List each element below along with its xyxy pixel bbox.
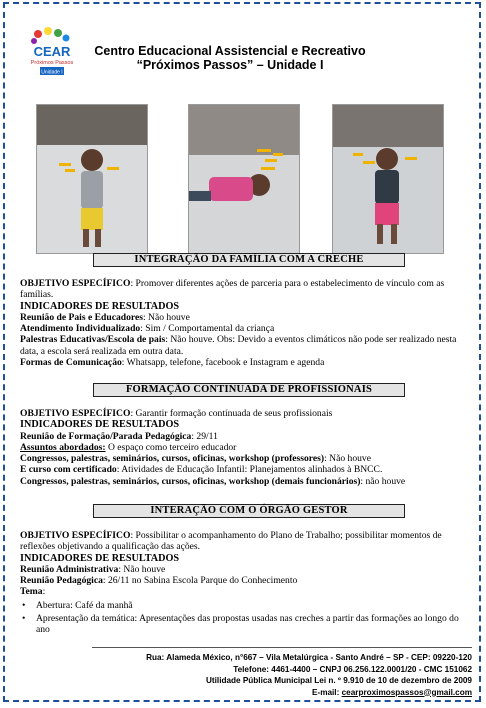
objetivo-text: : Garantir formação contínuada de seus profissionais <box>130 408 333 419</box>
footer-phone-cnpj: Telefone: 4461-4400 – CNPJ 06.256.122.0001/20 - CMC 151062 <box>233 664 472 674</box>
section-title-formacao: FORMAÇÃO CONTINUADA DE PROFISSIONAIS <box>93 383 405 397</box>
congressos-professores-label: Congressos, palestras, seminários, cursos, oficinas, workshop (professores) <box>20 453 325 465</box>
curso-certificado-label: E curso com certificado <box>20 464 117 476</box>
reuniao-formacao-value: : 29/11 <box>191 430 218 442</box>
footer <box>52 652 472 698</box>
svg-text:Unidade I: Unidade I <box>41 69 63 76</box>
objetivo-text: : Promover diferentes ações de parceria para o estabelecimento de vínculo com as famílias. <box>20 278 445 301</box>
indicadores-heading: INDICADORES DE RESULTADOS <box>20 552 180 564</box>
congressos-funcionarios-label: Congressos, palestras, seminários, cursos, oficinas, workshop (demais funcionários) <box>20 475 361 487</box>
indicadores-heading: INDICADORES DE RESULTADOS <box>20 300 180 312</box>
photo-child-2 <box>188 104 300 254</box>
palestras-label: Palestras Educativas/Escola de pais <box>20 334 166 346</box>
org-title-line1: Centro Educacional Assistencial e Recreativo <box>94 44 366 58</box>
assuntos-label: Assuntos abordados: <box>20 441 106 453</box>
objetivo-label: OBJETIVO ESPECÍFICO <box>20 278 131 289</box>
reuniao-pais-label: Reunião de Pais e Educadores <box>20 311 143 323</box>
assuntos-value: O espaço como terceiro educador <box>105 441 237 453</box>
footer-divider <box>92 647 472 648</box>
footer-email-row <box>52 687 472 699</box>
reuniao-pais-value: : Não houve <box>142 311 190 323</box>
section-title-familia: INTEGRAÇÃO DA FAMÍLIA COM A CRECHE <box>93 253 405 267</box>
congressos-funcionarios-value: : não houve <box>360 475 406 487</box>
photo-child-3 <box>332 104 444 254</box>
atendimento-value: : Sim / Comportamental da criança <box>140 323 275 335</box>
svg-text:Próximos Passos: Próximos Passos <box>30 60 74 66</box>
footer-utilidade-publica: Utilidade Pública Municipal Lei n. º 9.910 de 10 de dezembro de 2009 <box>206 676 472 685</box>
indicadores-heading: INDICADORES DE RESULTADOS <box>20 419 180 431</box>
atendimento-label: Atendimento Individualizado <box>20 323 141 335</box>
formas-comunicacao-value: : Whatsapp, telefone, facebook e Instagram e agenda <box>121 357 325 369</box>
palestras-value: : Não houve. Obs: Devido a eventos climáticos não pode ser realizado nesta data, a escola será realizada em outra data. <box>20 334 457 357</box>
footer-email-label: E-mail: <box>312 687 342 697</box>
congressos-professores-value: : Não houve <box>324 453 371 465</box>
org-title-line2: “Próximos Passos” – Unidade I <box>136 58 324 72</box>
reuniao-administrativa-label: Reunião Administrativa <box>20 563 119 575</box>
section-title-gestor: INTERAÇÃO COM O ÓRGÃO GESTOR <box>93 504 405 518</box>
section-familia-content <box>20 278 472 368</box>
reuniao-formacao-label: Reunião de Formação/Parada Pedagógica <box>20 430 192 442</box>
section-gestor-content <box>20 530 472 636</box>
objetivo-text: : Possibilitar o acompanhamento do Plano de Trabalho; possibilitar momentos de reflexões objetivando a qualificação das ações. <box>20 530 442 553</box>
objetivo-label: OBJETIVO ESPECÍFICO <box>20 408 131 419</box>
objetivo-label: OBJETIVO ESPECÍFICO <box>20 530 131 541</box>
tema-label: Tema <box>20 586 43 598</box>
curso-certificado-value: : Atividades de Educação Infantil: Planejamentos alinhados à BNCC. <box>116 464 383 476</box>
org-title <box>60 44 400 72</box>
formas-comunicacao-label: Formas de Comunicação <box>20 357 122 369</box>
list-item: • Abertura: Café da manhã <box>20 600 472 611</box>
photo-child-1 <box>36 104 148 254</box>
tema-list <box>20 600 472 636</box>
list-item: • Apresentação da temática: Apresentações das propostas usadas nas creches a partir das formações ao longo do ano <box>20 613 472 636</box>
footer-email-link[interactable]: cearproximospassos@gmail.com <box>341 687 472 697</box>
reuniao-pedagogica-value: : 26/11 no Sabina Escola Parque do Conhecimento <box>102 575 298 587</box>
section-formacao-content <box>20 408 472 487</box>
footer-address: Rua: Alameda México, n°667 – Vila Metalúrgica - Santo André – SP - CEP: 09220-120 <box>146 653 472 662</box>
reuniao-administrativa-value: : Não houve <box>118 563 166 575</box>
svg-text:CEAR: CEAR <box>33 44 71 59</box>
reuniao-pedagogica-label: Reunião Pedagógica <box>20 575 103 587</box>
tema-colon: : <box>42 586 46 598</box>
